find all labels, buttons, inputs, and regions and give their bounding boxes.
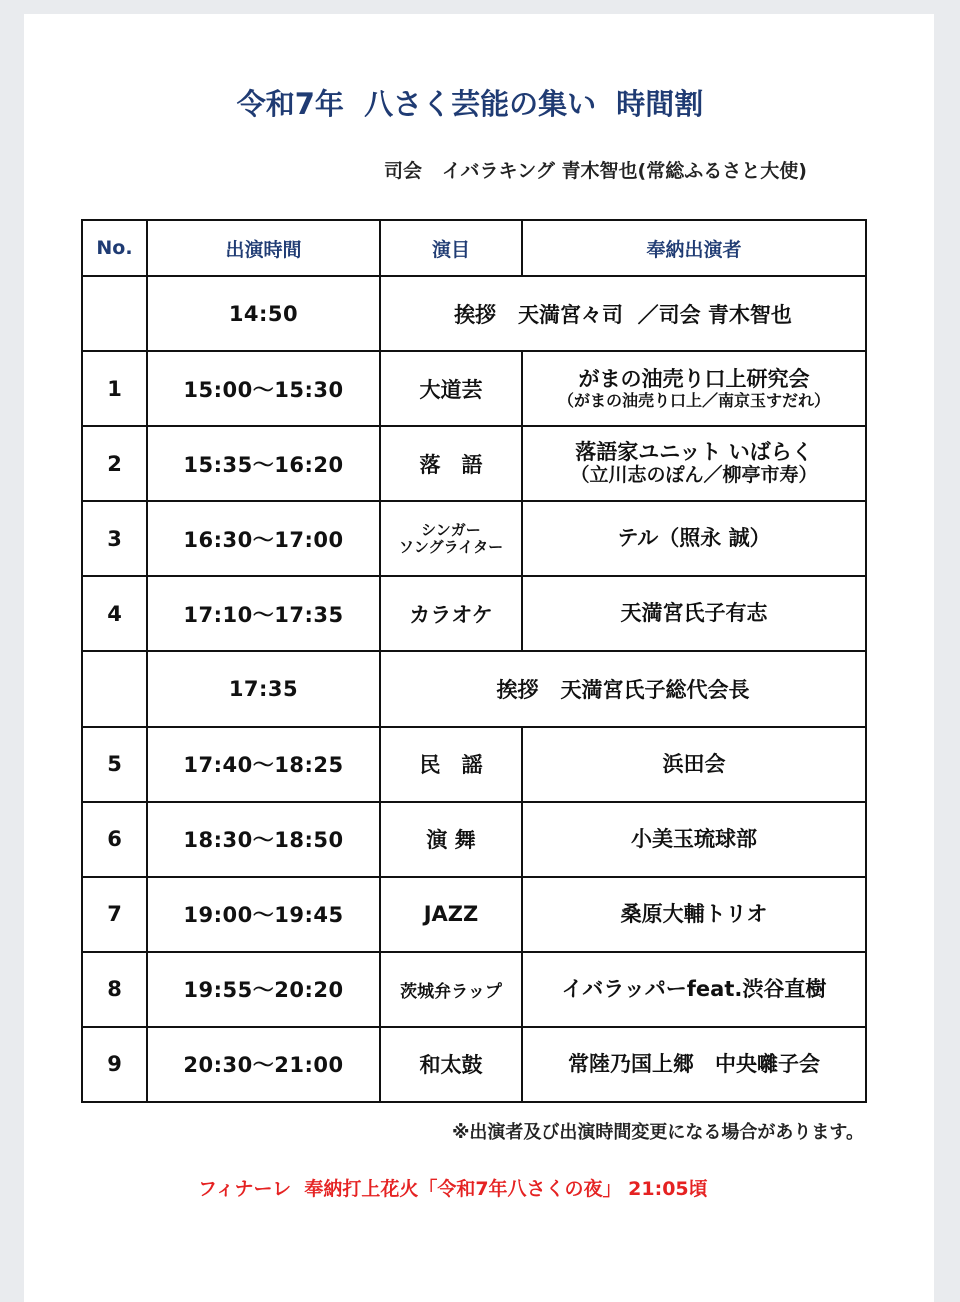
change-notice: ※出演者及び出演時間変更になる場合があります。	[451, 1122, 864, 1143]
table-header-row	[82, 220, 866, 276]
row-performer: 常陸乃国上郷 中央囃子会	[522, 1027, 866, 1102]
header-program: 演目	[380, 220, 522, 276]
table-row	[82, 1027, 866, 1102]
mc-line: 司会 イバラキング 青木智也(常総ふるさと大使)	[384, 160, 807, 182]
row-time: 16:30～17:00	[147, 501, 380, 576]
page-title: 令和7年 八さく芸能の集い 時間割	[236, 87, 704, 121]
greeting-row	[82, 276, 866, 351]
row-no: 8	[82, 952, 147, 1027]
row-time: 15:35～16:20	[147, 426, 380, 501]
row-performer: 浜田会	[522, 727, 866, 802]
row-no: 4	[82, 576, 147, 651]
row-time: 19:55～20:20	[147, 952, 380, 1027]
row-no: 9	[82, 1027, 147, 1102]
performer-sub: （がまの油売り口上／南京玉すだれ）	[557, 390, 830, 410]
header-performer: 奉納出演者	[522, 220, 866, 276]
row-performer	[522, 426, 866, 501]
table-row	[82, 877, 866, 952]
program-line: シンガー	[421, 520, 481, 539]
row-time: 17:40～18:25	[147, 727, 380, 802]
row-performer: イバラッパーfeat.渋谷直樹	[522, 952, 866, 1027]
performer-sub: （立川志のぽん／柳亭市寿）	[570, 463, 818, 486]
row-time: 15:00～15:30	[147, 351, 380, 426]
row-time: 17:10～17:35	[147, 576, 380, 651]
row-no-cell	[82, 651, 147, 726]
row-no: 6	[82, 802, 147, 877]
row-performer: 小美玉琉球部	[522, 802, 866, 877]
table-row	[82, 802, 866, 877]
row-time: 18:30～18:50	[147, 802, 380, 877]
performer-name: 落語家ユニット いばらく	[575, 439, 813, 464]
table-row	[82, 501, 866, 576]
row-program: 民 謡	[380, 727, 522, 802]
table-row	[82, 351, 866, 426]
row-program: JAZZ	[380, 877, 522, 952]
row-program: 大道芸	[380, 351, 522, 426]
program-line: ソングライター	[398, 537, 504, 556]
row-performer: 天満宮氏子有志	[522, 576, 866, 651]
table-row	[82, 952, 866, 1027]
header-no: No.	[82, 220, 147, 276]
row-program: 茨城弁ラップ	[380, 952, 522, 1027]
table-row	[82, 727, 866, 802]
row-performer	[522, 351, 866, 426]
table-row	[82, 426, 866, 501]
greeting-text: 挨拶 天満宮氏子総代会長	[380, 651, 866, 726]
greeting-row	[82, 651, 866, 726]
row-time: 14:50	[147, 276, 380, 351]
row-no: 3	[82, 501, 147, 576]
row-program: 和太鼓	[380, 1027, 522, 1102]
row-program: 演 舞	[380, 802, 522, 877]
row-time: 17:35	[147, 651, 380, 726]
row-time: 19:00～19:45	[147, 877, 380, 952]
row-performer: 桑原大輔トリオ	[522, 877, 866, 952]
row-no: 2	[82, 426, 147, 501]
table-row	[82, 576, 866, 651]
performer-name: がまの油売り口上研究会	[578, 366, 810, 391]
row-no: 5	[82, 727, 147, 802]
row-program: 落 語	[380, 426, 522, 501]
row-time: 20:30～21:00	[147, 1027, 380, 1102]
row-no: 1	[82, 351, 147, 426]
greeting-text: 挨拶 天満宮々司 ／司会 青木智也	[380, 276, 866, 351]
header-time: 出演時間	[147, 220, 380, 276]
row-performer: テル（照永 誠）	[522, 501, 866, 576]
row-no-cell	[82, 276, 147, 351]
row-no: 7	[82, 877, 147, 952]
row-program	[380, 501, 522, 576]
row-program: カラオケ	[380, 576, 522, 651]
finale-line: フィナーレ 奉納打上花火「令和7年八さくの夜」 21:05頃	[198, 1178, 708, 1200]
schedule-table	[81, 219, 867, 1103]
